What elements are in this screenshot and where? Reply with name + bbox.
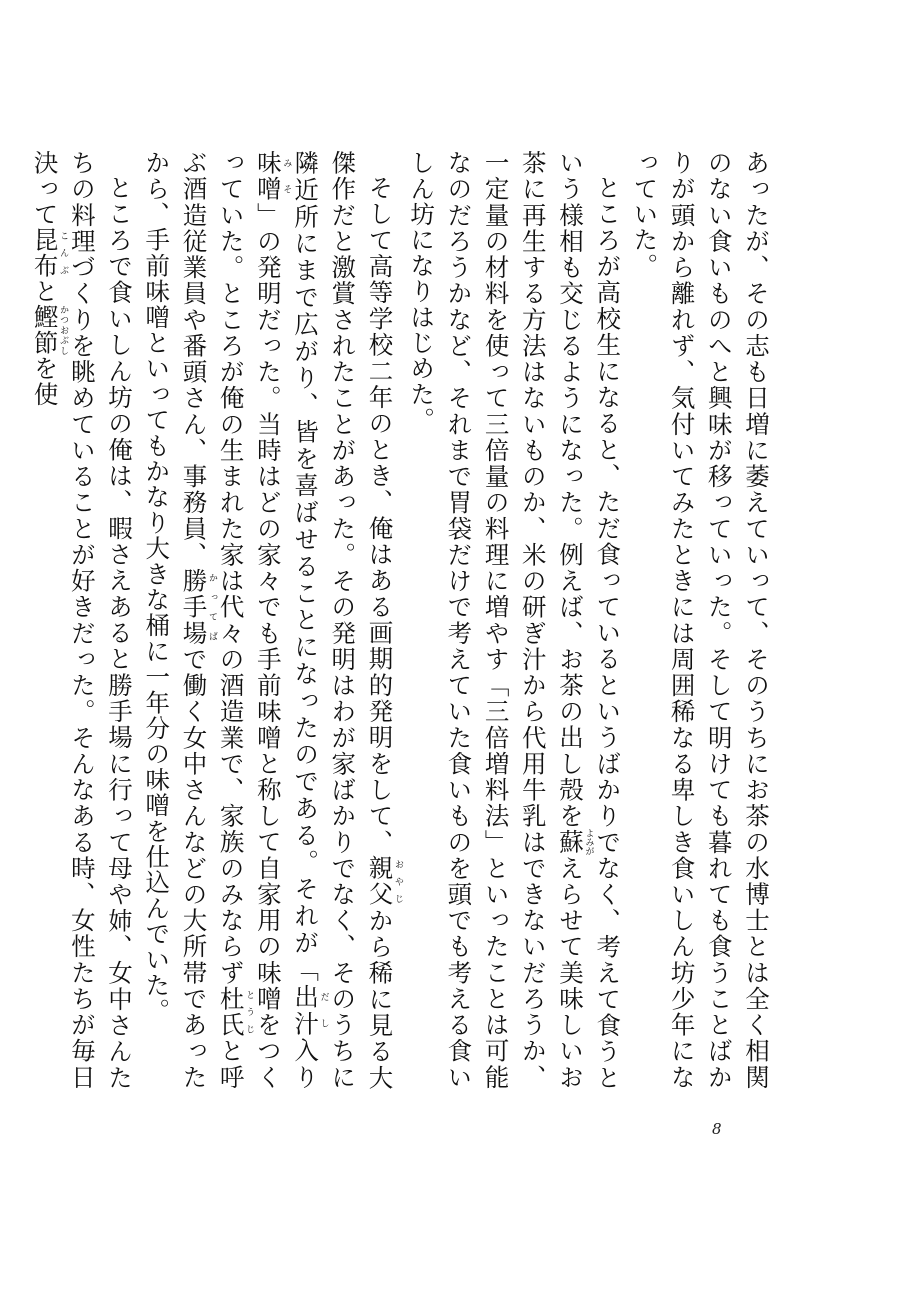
ruby-word: 鰹節かつおぶし — [30, 304, 69, 356]
text-run: えらせて美味しいお茶に再生する方法はないものか、米の研ぎ汁から代用牛乳はできないだろうか、一定量の材料を使って三倍量の料理に増やす「三倍増料法」といったことは可能なのだろうかなど、それまで胃袋だけで考えていた食いものを頭でも考える食いしん坊になりはじめた。 — [407, 150, 585, 1090]
ruby-word: 味噌みそ — [253, 150, 292, 203]
furigana: かってば — [206, 567, 217, 646]
text-run: あったが、その志も日増に萎えていって、そのうちにお茶の水博士とは全く相関のない食いものへと興味が移っていった。そして明けても暮れても食うことばかりが頭から離れず、気付いてみたときには周囲稀なる卑しき食いしん坊少年になっていた。 — [630, 150, 771, 1090]
paragraph — [138, 150, 403, 1090]
text-run: から稀に見る大傑作だと激賞されたことがあった。その発明はわが家ばかりでなく、そのうちに隣近所にまで広がり、皆を喜ばせることになったのである。それが「 — [291, 150, 395, 1091]
text-run: 」の発明だった。当時はどの家々でも手前味噌と称して自家用の味噌をつくっていた。ところが俺の生まれた家は代々の酒造業で、家族のみならず — [216, 150, 283, 1090]
paragraph — [626, 150, 775, 1090]
furigana: だし — [318, 983, 329, 1037]
vertical-text-body — [30, 150, 775, 1091]
ruby-word: 勝手場かってば — [179, 567, 217, 647]
text-run: 入り — [291, 1037, 321, 1091]
text-run: と — [30, 278, 60, 305]
furigana: かつおぶし — [58, 304, 69, 356]
text-run: と呼ぶ酒造従業員や番頭さん、事務員、 — [179, 150, 246, 1090]
text-run: そして高等学校二年のとき、俺はある画期的発明をして、 — [365, 174, 395, 855]
ruby-word: 蘇よみが — [555, 828, 594, 856]
text-run: で働く女中さんなどの大所帯であったから、手前味噌といってもかなり大きな桶に一年分の味噌を仕込んでいた。 — [142, 150, 209, 1091]
ruby-word: 杜氏とうじ — [216, 985, 255, 1039]
ruby-word: 昆布こんぶ — [30, 227, 69, 279]
furigana: おやじ — [392, 854, 403, 907]
ruby-word: 出汁だし — [291, 983, 329, 1038]
furigana: こんぶ — [58, 227, 69, 279]
page-number: 8 — [712, 1120, 722, 1138]
ruby-word: 親父おやじ — [365, 854, 403, 908]
text-run: ところで食いしん坊の俺は、暇さえあると勝手場に行って母や姉、女中さんたちの料理づくりを眺めていることが好きだった。そんなある時、女性たちが毎日決って — [30, 150, 135, 1090]
paragraph — [26, 150, 138, 1090]
paragraph — [403, 150, 626, 1090]
text-run: ところが高校生になると、ただ食っているというばかりでなく、考えて食うという様相も交じるようになった。例えば、お茶の出し殻を — [555, 150, 623, 1090]
furigana: よみが — [583, 828, 594, 856]
furigana: とうじ — [244, 985, 255, 1038]
furigana: みそ — [281, 150, 292, 202]
text-run: を使 — [30, 355, 60, 408]
